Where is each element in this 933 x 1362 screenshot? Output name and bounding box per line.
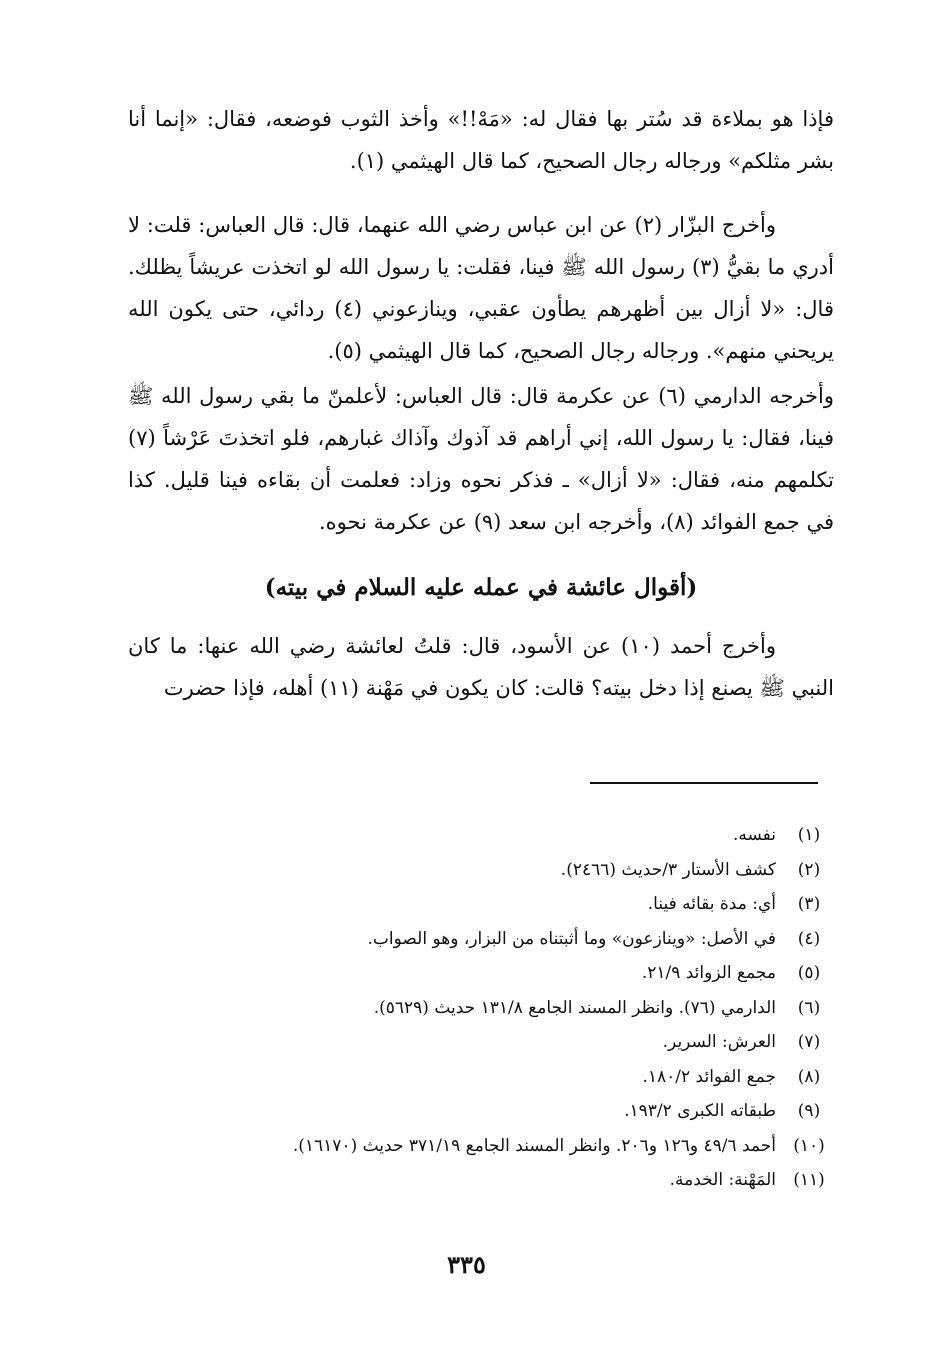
footnote-item [128,1163,834,1198]
paragraph-1-text: فإذا هو بملاءة قد سُتر بها فقال له: «مَهْ!!» وأخذ الثوب فوضعه، فقال: «إنما أنا بشر مثلكم» ورجاله رجال الصحيح، كما قال الهيثمي (١). [128,107,834,173]
footnote-item [128,956,834,991]
footnote-number: (١) [797,825,821,845]
paragraph-4-text: وأخرج أحمد (١٠) عن الأسود، قال: قلتُ لعائشة رضي الله عنها: ما كان النبي ﷺ يصنع إذا دخل بيته؟ قالت: كان يكون في مَهْنة (١١) أهله، فإذا حضرت [128,634,834,700]
footnote-separator [590,782,818,784]
footnote-number: (١٠) [793,1135,825,1156]
footnote-number: (٦) [797,997,821,1018]
paragraph-3-text: وأخرجه الدارمي (٦) عن عكرمة قال: قال العباس: لأعلمنّ ما بقي رسول الله ﷺ فينا، فقال: يا رسول الله، إني أراهم قد آذوك وآذاك غبارهم، فلو اتخذتَ عَرْشاً (٧) تكلمهم منه، فقال: «لا أزال» ـ فذكر نحوه وزاد: فعلمت أن بقاءه فينا قليل. كذا في جمع الفوائد (٨)، وأخرجه ابن سعد (٩) عن عكرمة نحوه. [128,384,834,534]
footnote-text: المَهْنة: الخدمة. [669,1170,776,1190]
footnote-text: الدارمي (٧٦). وانظر المسند الجامع ١٣١/٨ حديث (٥٦٢٩). [373,997,776,1018]
footnote-number: (٤) [797,928,821,949]
footnote-number: (٧) [797,1032,821,1052]
footnote-text: أي: مدة بقائه فينا. [647,894,776,914]
footnote-item [128,1129,834,1164]
footnote-item [128,991,834,1026]
paragraph-4 [128,625,834,709]
footnote-item [128,887,834,922]
footnote-number: (٨) [797,1066,821,1087]
footnote-text: طبقاته الكبرى ١٩٣/٢. [624,1101,776,1121]
page-number: ٣٣٥ [447,1250,486,1279]
footnote-text: كشف الأستار ٣/حديث (٢٤٦٦). [560,859,776,880]
section-heading: (أقوال عائشة في عمله عليه السلام في بيته) [264,574,698,601]
footnote-item [128,853,834,888]
footnote-item [128,1094,834,1129]
footnote-number: (٣) [797,894,821,914]
footnote-text: في الأصل: «وينازعون» وما أثبتناه من البزار، وهو الصواب. [367,928,776,949]
footnote-number: (١١) [793,1170,825,1190]
footnote-text: مجمع الزوائد ٢١/٩. [641,963,776,983]
footnote-item [128,1060,834,1095]
footnote-number: (٢) [797,859,821,880]
footnote-item [128,922,834,957]
footnote-text: جمع الفوائد ١٨٠/٢. [642,1066,776,1087]
paragraph-1 [128,98,834,182]
footnote-text: العرش: السرير. [662,1032,776,1052]
footnote-text: أحمد ٤٩/٦ و١٢٦ و٢٠٦. وانظر المسند الجامع ٣٧١/١٩ حديث (١٦١٧٠). [292,1135,776,1156]
paragraph-3 [128,375,834,543]
paragraph-2-text: وأخرج البزّار (٢) عن ابن عباس رضي الله عنهما، قال: قال العباس: قلت: لا أدري ما بقيُّ (٣) رسول الله ﷺ فينا، فقلت: يا رسول الله لو اتخذت عريشاً يظلك. قال: «لا أزال بين أظهرهم يطأون عقبي، وينازعوني (٤) ردائي، حتى يكون الله يريحني منهم». ورجاله رجال الصحيح، كما قال الهيثمي (٥). [128,213,834,363]
footnotes-list [128,818,834,1198]
footnote-item [128,1025,834,1060]
footnote-number: (٥) [797,963,821,983]
footnote-item [128,818,834,853]
footnote-number: (٩) [797,1101,821,1121]
paragraph-2 [128,204,834,372]
footnote-text: نفسه. [732,825,776,845]
